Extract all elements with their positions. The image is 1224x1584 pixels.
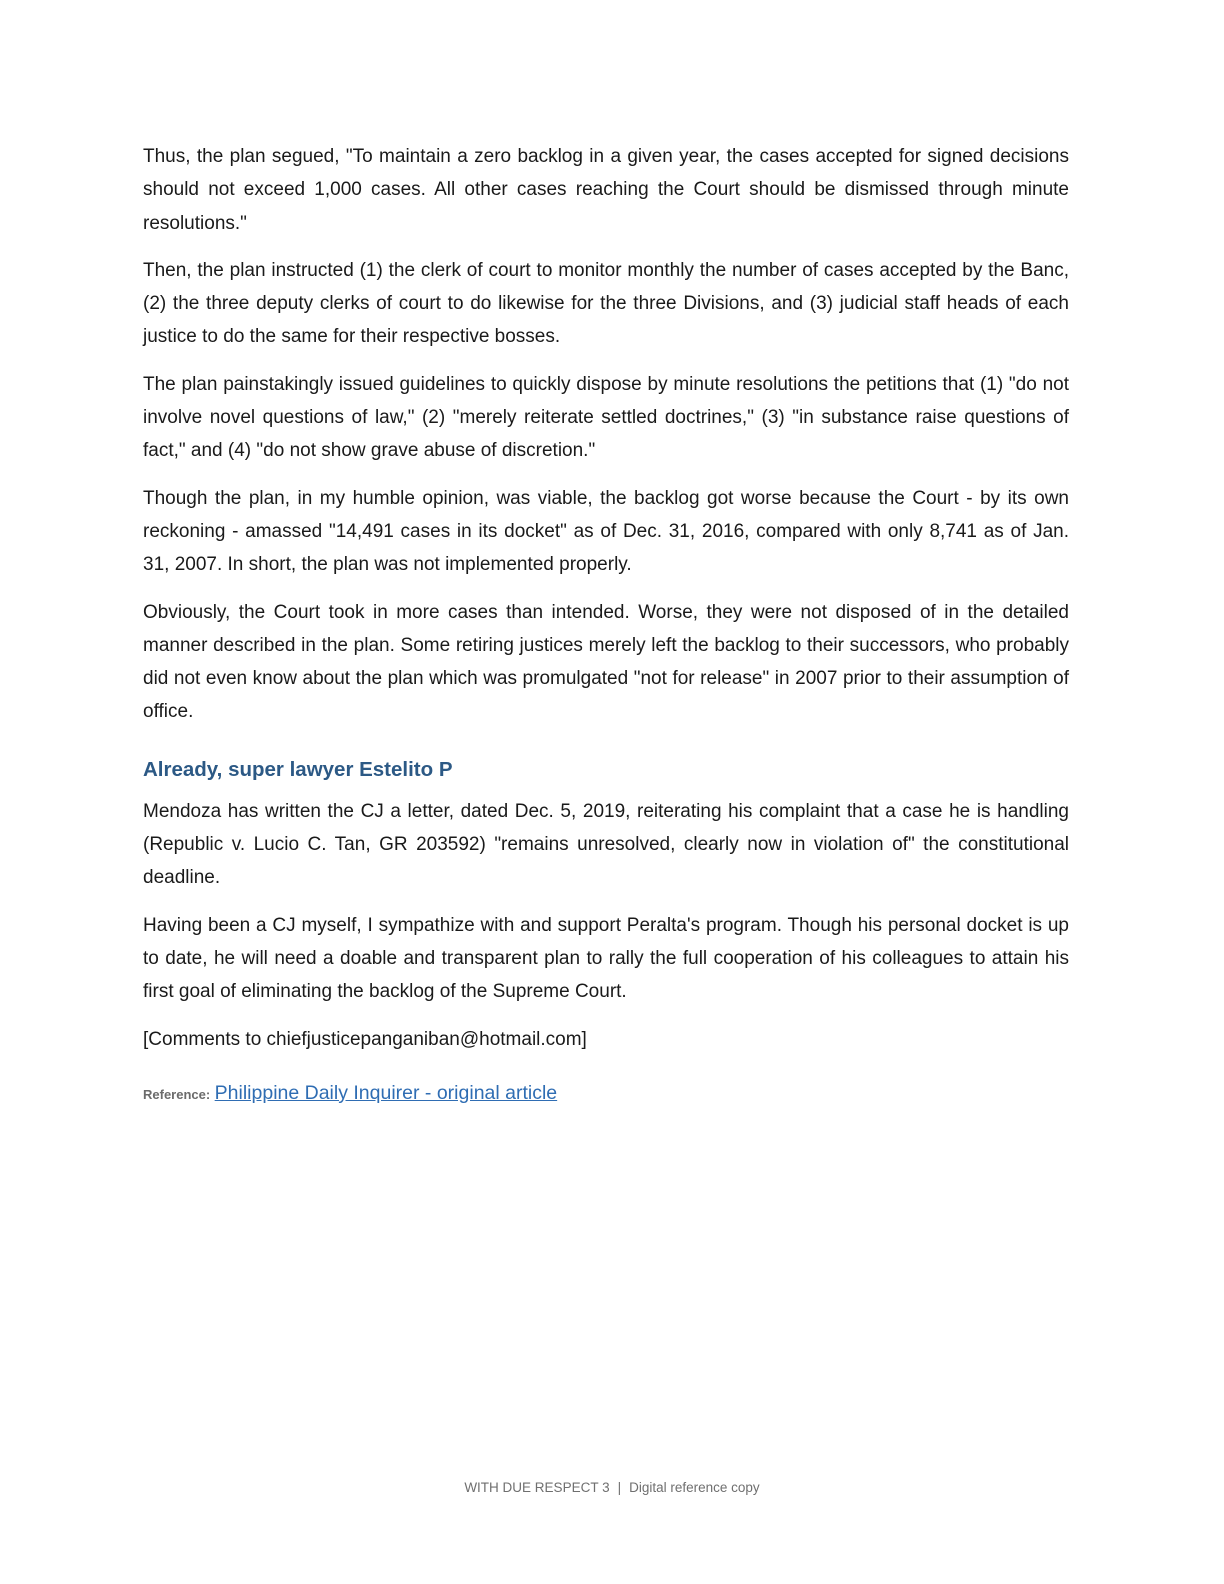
comments-line: [Comments to chiefjusticepanganiban@hotmail.com] [143,1028,587,1050]
page-footer [0,1480,1224,1495]
reference-label: Reference: [143,1086,211,1102]
reference-link[interactable]: Philippine Daily Inquirer - original article [214,1081,558,1104]
paragraph-1: Thus, the plan segued, "To maintain a zero backlog in a given year, the cases accepted for signed decisions should not exceed 1,000 cases. All other cases reaching the Court should be dismissed through minute resolutions." [143,146,1069,234]
paragraph-5: Obviously, the Court took in more cases than intended. Worse, they were not disposed of in the detailed manner described in the plan. Some retiring justices merely left the backlog to their successors, who probably did not even know about the plan which was promulgated "not for release" in 2007 prior to their assumption of office. [143,601,1069,723]
paragraph-2: Then, the plan instructed (1) the clerk of court to monitor monthly the number of cases accepted by the Banc, (2) the three deputy clerks of court to do likewise for the three Divisions, and (3) judicial staff heads of each justice to do the same for their respective bosses. [143,259,1069,348]
footer-separator: | [617,1480,622,1495]
paragraph-7: Having been a CJ myself, I sympathize with and support Peralta's program. Though his personal docket is up to date, he will need a doable and transparent plan to rally the full cooperation of his colleagues to attain his first goal of eliminating the backlog of the Supreme Court. [143,914,1069,1003]
paragraph-4: Though the plan, in my humble opinion, was viable, the backlog got worse because the Court - by its own reckoning - amassed "14,491 cases in its docket" as of Dec. 31, 2016, compared with only 8,741 as of Jan. 31, 2007. In short, the plan was not implemented properly. [143,487,1069,576]
reference-line [143,1078,1069,1110]
footer-title: WITH DUE RESPECT 3 [464,1480,610,1495]
section-heading: Already, super lawyer Estelito P [143,757,453,781]
paragraph-3: The plan painstakingly issued guidelines to quickly dispose by minute resolutions the petitions that (1) "do not involve novel questions of law," (2) "merely reiterate settled doctrines," (3) "in substance raise questions of fact," and (4) "do not show grave abuse of discretion." [143,373,1069,462]
footer-note: Digital reference copy [629,1480,760,1495]
document-body [143,140,1069,1110]
paragraph-6: Mendoza has written the CJ a letter, dated Dec. 5, 2019, reiterating his complaint that a case he is handling (Republic v. Lucio C. Tan, GR 203592) "remains unresolved, clearly now in violation of" the constitutional deadline. [143,800,1069,889]
